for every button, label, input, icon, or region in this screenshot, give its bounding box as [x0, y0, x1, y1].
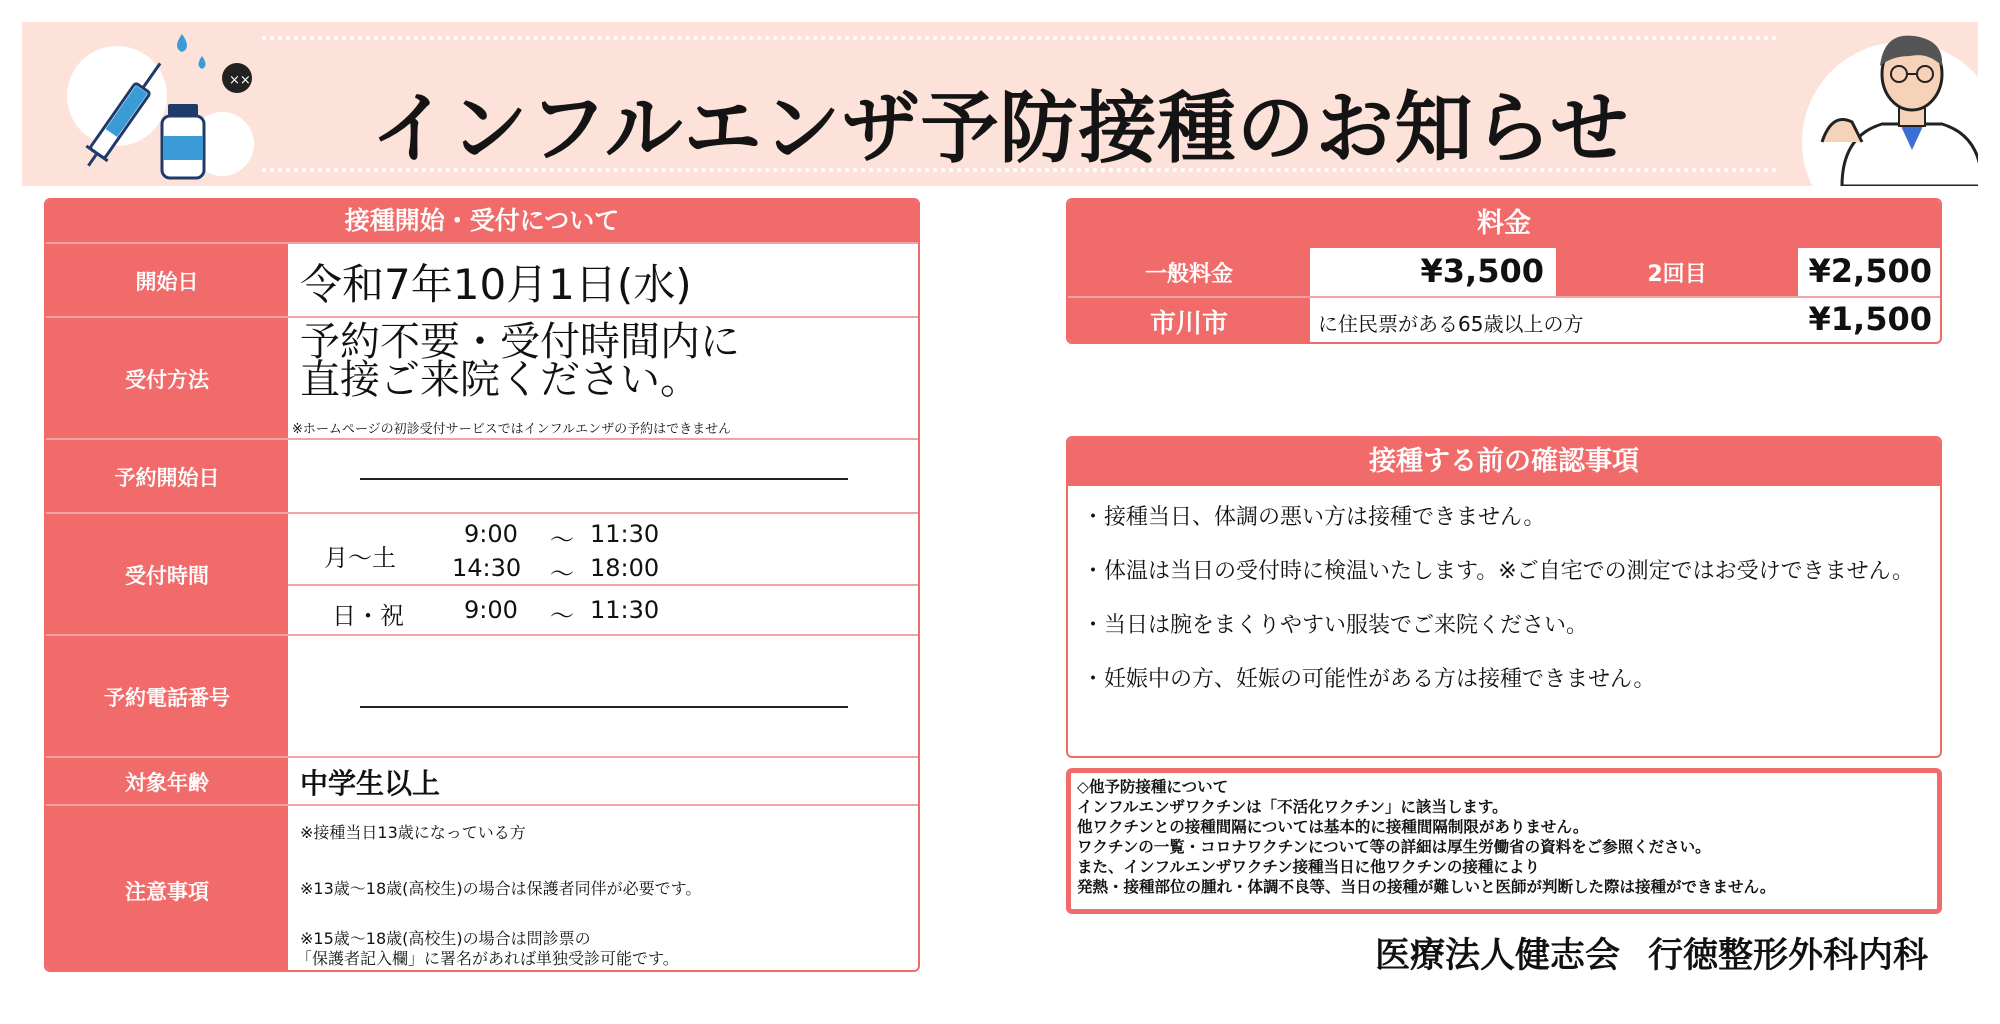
notes-label: 注意事項 — [46, 806, 288, 972]
note-item: ※接種当日13歳になっている方 — [300, 823, 526, 842]
method-line-1: 予約不要・受付時間内に — [300, 319, 740, 365]
page-title: インフルエンザ予防接種のお知らせ — [370, 84, 1630, 174]
weekday-days: 月～土 — [324, 544, 396, 572]
header-banner — [22, 22, 1978, 186]
second-dose-label: 2回目 — [1556, 248, 1798, 296]
reservation-start-blank-line — [360, 478, 848, 480]
time-separator: ～ — [550, 560, 574, 588]
reservation-start-row — [46, 438, 918, 514]
age-label: 対象年齢 — [46, 758, 288, 806]
dotted-divider — [262, 36, 1778, 40]
notice-line: ◇他予防接種について — [1077, 778, 1229, 796]
notice-line: 他ワクチンとの接種間隔については基本的に接種間隔制限がありません。 — [1077, 818, 1589, 836]
notice-line: また、インフルエンザワクチン接種当日に他ワクチンの接種により — [1077, 858, 1540, 876]
method-label: 受付方法 — [46, 318, 288, 440]
note-item: 「保護者記入欄」に署名があれば単独受診可能です。 — [296, 949, 679, 968]
holiday-end: 11:30 — [590, 596, 660, 624]
check-item: ・妊娠中の方、妊娠の可能性がある方は接種できません。 — [1082, 667, 1656, 692]
age-value: 中学生以上 — [300, 767, 441, 800]
phone-label: 予約電話番号 — [46, 636, 288, 758]
notice-line: 発熱・接種部位の腫れ・体調不良等、当日の接種が難しいと医師が判断した際は接種ができません。 — [1077, 878, 1776, 896]
time-separator: ～ — [550, 602, 574, 630]
note-item: ※13歳～18歳(高校生)の場合は保護者同伴が必要です。 — [300, 879, 702, 898]
checks-panel — [1066, 436, 1942, 758]
method-line-2: 直接ご来院ください。 — [300, 357, 700, 403]
check-item: ・接種当日、体調の悪い方は接種できません。 — [1082, 505, 1546, 530]
reservation-start-label: 予約開始日 — [46, 440, 288, 514]
phone-row — [46, 634, 918, 758]
other-vaccines-notice — [1066, 768, 1942, 914]
svg-text:××: ×× — [229, 73, 251, 88]
phone-blank-line — [360, 706, 848, 708]
general-fee-price: ¥3,500 — [1420, 252, 1544, 290]
notes-row — [46, 804, 918, 972]
doctor-illustration-icon — [1782, 22, 1978, 186]
clinic-signature — [1375, 928, 1928, 978]
method-note: ※ホームページの初診受付サービスではインフルエンザの予約はできません — [292, 422, 732, 437]
age-row — [46, 756, 918, 806]
second-dose-price: ¥2,500 — [1808, 252, 1932, 290]
city-label: 市川市 — [1068, 298, 1310, 344]
city-price: ¥1,500 — [1808, 300, 1932, 338]
start-date-value: 令和7年10月1日(水) — [300, 260, 692, 309]
notice-line: ワクチンの一覧・コロナワクチンについて等の詳細は厚生労働省の資料をご参照ください。 — [1077, 838, 1711, 856]
general-fee-label: 一般料金 — [1068, 248, 1310, 296]
hours-row — [46, 512, 918, 636]
note-item: ※15歳～18歳(高校生)の場合は問診票の — [300, 929, 591, 948]
hours-label: 受付時間 — [46, 514, 288, 636]
check-item: ・体温は当日の受付時に検温いたします。※ご自宅での測定ではお受けできません。 — [1082, 559, 1914, 584]
weekday-slot1-end: 11:30 — [590, 520, 660, 548]
weekday-slot2-end: 18:00 — [590, 554, 660, 582]
holiday-days: 日・祝 — [332, 602, 404, 630]
syringe-and-vial-icon — [62, 26, 272, 184]
weekday-slot1-start: 9:00 — [464, 520, 518, 548]
city-description: に住民票がある65歳以上の方 — [1318, 312, 1584, 336]
fee-panel — [1066, 198, 1942, 344]
weekday-slot2-start: 14:30 — [452, 554, 522, 582]
hours-divider — [288, 584, 918, 586]
holiday-start: 9:00 — [464, 596, 518, 624]
clinic-organization: 医療法人健志会 — [1374, 936, 1620, 976]
start-date-label: 開始日 — [46, 244, 288, 318]
reception-header: 接種開始・受付について — [46, 200, 918, 242]
method-row — [46, 316, 918, 440]
time-separator: ～ — [550, 526, 574, 554]
check-item: ・当日は腕をまくりやすい服装でご来院ください。 — [1082, 613, 1589, 638]
start-date-row — [46, 242, 918, 318]
checks-header: 接種する前の確認事項 — [1068, 438, 1940, 486]
notice-line: インフルエンザワクチンは「不活化ワクチン」に該当します。 — [1077, 798, 1508, 816]
clinic-name: 行徳整形外科内科 — [1647, 936, 1928, 976]
reception-panel — [44, 198, 920, 972]
fee-header: 料金 — [1068, 200, 1940, 248]
